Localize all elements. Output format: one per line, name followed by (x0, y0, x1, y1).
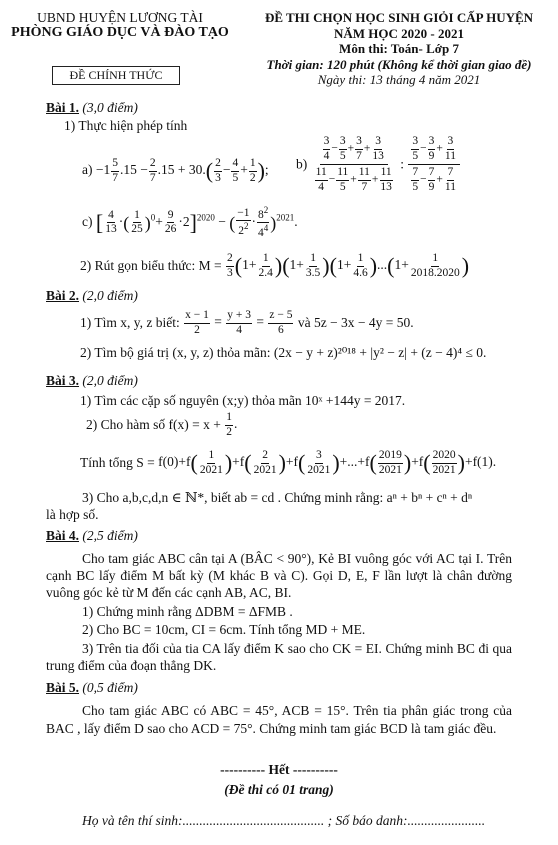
bai1-expr-c: c) [ $\frac{4}{13}$ ·( $\frac{1}{25}$ )$^0$+ $\frac{9}{26}$ ·2]$^{2020}$ − ( $\frac{-1}{2^2}$ · $\frac{8^2}{4^4}$ )$^{2021}$. (82, 205, 298, 240)
bai2-q1: 1) Tìm x, y, z biết: $\frac{x - 1}{2}$ = $\frac{y + 3}{4}$ = $\frac{z - 5}{6}$ và 5z − 3x − 4y = 50. (80, 309, 414, 336)
bai1-q2: 2) Rút gọn biểu thức: M = $\frac{2}{3}$ (1+ $\frac{1}{2.4}$ )(1+ $\frac{1}{3.5}$ )(1+ $\frac{1}{4.6}$ )...(1+ $\frac{1}{2018.2020}$ ) (80, 252, 470, 279)
department-name: PHÒNG GIÁO DỤC VÀ ĐÀO TẠO (11, 25, 229, 40)
bai3-sum: Tính tổng S = f(0)+f( $\frac{1}{2021}$ )+f( $\frac{2}{2021}$ )+f( $\frac{3}{2021}$ )+...+f( $\frac{2019}{2021}$ )+f( $\frac{2020}{2021}$ )+f(1). (80, 449, 497, 476)
school-header (4, 10, 236, 40)
bai2-heading: Bài 2. (2,0 điểm) (46, 288, 138, 303)
bai3-q2: 2) Cho hàm số f(x) = x + $\frac{1}{2}$ . (86, 411, 238, 438)
bai3-q1: 1) Tìm các cặp số nguyên (x;y) thỏa mãn 10ˣ +144y = 2017. (80, 393, 406, 408)
bai4-q1: 1) Chứng minh rằng ΔDBM = ΔFMB . (82, 604, 293, 619)
exam-header (246, 10, 552, 88)
bai3-q3-line2: là hợp số. (46, 507, 99, 522)
bai1-expr-a: a) −1 $\frac{5}{7}$ .15 − $\frac{2}{7}$ .15 + 30.( $\frac{2}{3}$ − $\frac{4}{5}$ + $\frac{1}{2}$ ); (82, 157, 269, 184)
bai3-heading: Bài 3. (2,0 điểm) (46, 373, 138, 388)
candidate-info: Họ và tên thí sinh:.......................................... ; Số báo danh:....................... (82, 813, 486, 828)
bai3-q3-line1: 3) Cho a,b,c,d,n ∈ ℕ*, biết ab = cd . Chứng minh rằng: aⁿ + bⁿ + cⁿ + dⁿ (82, 490, 473, 505)
subject: Môn thi: Toán- Lớp 7 (339, 41, 459, 56)
bai1-heading: Bài 1. (3,0 điểm) (46, 100, 138, 115)
bai4-intro: Cho tam giác ABC cân tại A (BÂC < 90°), Kẻ BI vuông góc với AC tại I. Trên cạnh BC lấy điểm M bất kỳ (M khác B và C). Gọi D, E, F lần lượt là chân đường vuông góc kẻ từ M đến các cạnh AB, AC, BI. (46, 551, 512, 600)
official-badge: ĐỀ CHÍNH THỨC (52, 66, 180, 85)
bai1-q1: 1) Thực hiện phép tính (64, 118, 188, 133)
duration: Thời gian: 120 phút (Không kể thời gian giao đề) (266, 56, 532, 72)
bai5-text: Cho tam giác ABC có ABC = 45°, ACB = 15°. Trên tia phân giác trong của BAC , lấy điểm D sao cho ACD = 75°. Chứng minh tam giác BCD là tam giác đều. (46, 703, 512, 736)
bai4-heading: Bài 4. (2,5 điểm) (46, 528, 138, 543)
bai1-expr-b: b) $\frac{3}{4}$ − $\frac{3}{5}$ + $\frac{3}{7}$ + $\frac{3}{13}$ $\frac{11}{4}$ − $\frac{11}{5}$ + $\frac{11}{7}$ + $\frac{11}{13}$ : $\frac{3}{5}$ − $\frac{3}{9}$ + $\frac{3}{11}$ $\frac{7}{5}$ − $\frac{7}{9}$ + $\frac{7}{11}$ (296, 136, 461, 193)
bai4-q3: 3) Trên tia đối của tia CA lấy điểm K sao cho CK = EI. Chứng minh BC đi qua trung điểm của đoạn thẳng DK. (46, 641, 512, 673)
exam-title: ĐỀ THI CHỌN HỌC SINH GIỎI CẤP HUYỆN (264, 10, 534, 25)
exam-date: Ngày thi: 13 tháng 4 năm 2021 (317, 72, 481, 87)
page-count-note: (Đề thi có 01 trang) (224, 782, 334, 797)
district-name: UBND HUYỆN LƯƠNG TÀI (37, 10, 203, 25)
school-year: NĂM HỌC 2020 - 2021 (334, 25, 464, 41)
bai4-q2: 2) Cho BC = 10cm, CI = 6cm. Tính tổng MD + ME. (82, 622, 366, 637)
end-marker: ---------- Hết ---------- (220, 762, 338, 777)
bai2-q2: 2) Tìm bộ giá trị (x, y, z) thỏa mãn: (2x − y + z)²⁰¹⁸ + |y² − z| + (z − 4)⁴ ≤ 0. (80, 345, 487, 360)
bai5-heading: Bài 5. (0,5 điểm) (46, 680, 138, 695)
